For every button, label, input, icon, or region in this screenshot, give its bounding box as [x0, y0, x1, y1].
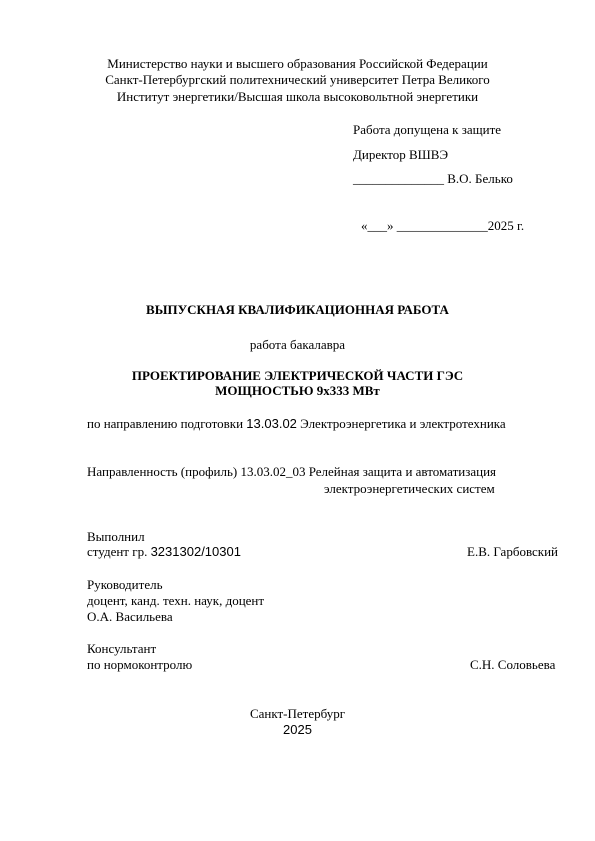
footer-year: 2025 [283, 722, 312, 737]
direction-code: 13.03.02 [246, 416, 297, 431]
topic-line-1: ПРОЕКТИРОВАНИЕ ЭЛЕКТРИЧЕСКОЙ ЧАСТИ ГЭС [131, 368, 464, 383]
performer-name: Е.В. Гарбовский [467, 544, 558, 559]
consultant-label: Консультант [87, 641, 157, 656]
performer-student [87, 544, 241, 560]
institute-line: Институт энергетики/Высшая школа высоковольтной энергетики [116, 89, 479, 104]
consultant-name: С.Н. Соловьева [470, 657, 556, 672]
supervisor-position: доцент, канд. техн. наук, доцент [87, 593, 265, 608]
approval-director: Директор ВШВЭ [353, 147, 449, 162]
approval-date-line: «___» ______________2025 г. [361, 218, 525, 233]
document-subtitle: работа бакалавра [249, 337, 346, 352]
profile-line-2: электроэнергетических систем [324, 481, 495, 496]
supervisor-label: Руководитель [87, 577, 163, 592]
profile-line-1: Направленность (профиль) 13.03.02_03 Релейная защита и автоматизация [87, 464, 497, 479]
approval-signature-line: ______________ В.О. Белько [353, 171, 513, 186]
document-title: ВЫПУСКНАЯ КВАЛИФИКАЦИОННАЯ РАБОТА [146, 302, 449, 317]
performer-label: Выполнил [87, 529, 145, 544]
direction-name: Электроэнергетика и электротехника [296, 416, 506, 431]
consultant-role: по нормоконтролю [87, 657, 193, 672]
footer-city: Санкт-Петербург [249, 706, 346, 721]
approval-admitted: Работа допущена к защите [353, 122, 502, 137]
university-line: Санкт-Петербургский политехнический университет Петра Великого [105, 72, 490, 87]
ministry-line: Министерство науки и высшего образования Российской Федерации [107, 56, 488, 71]
direction-line [87, 416, 506, 432]
direction-prefix: по направлению подготовки [87, 416, 247, 431]
student-group: 3231302/10301 [150, 544, 241, 559]
topic-line-2: МОЩНОСТЬЮ 9х333 МВт [215, 383, 380, 398]
supervisor-name: О.А. Васильева [87, 609, 173, 624]
student-prefix: студент гр. [87, 544, 151, 559]
